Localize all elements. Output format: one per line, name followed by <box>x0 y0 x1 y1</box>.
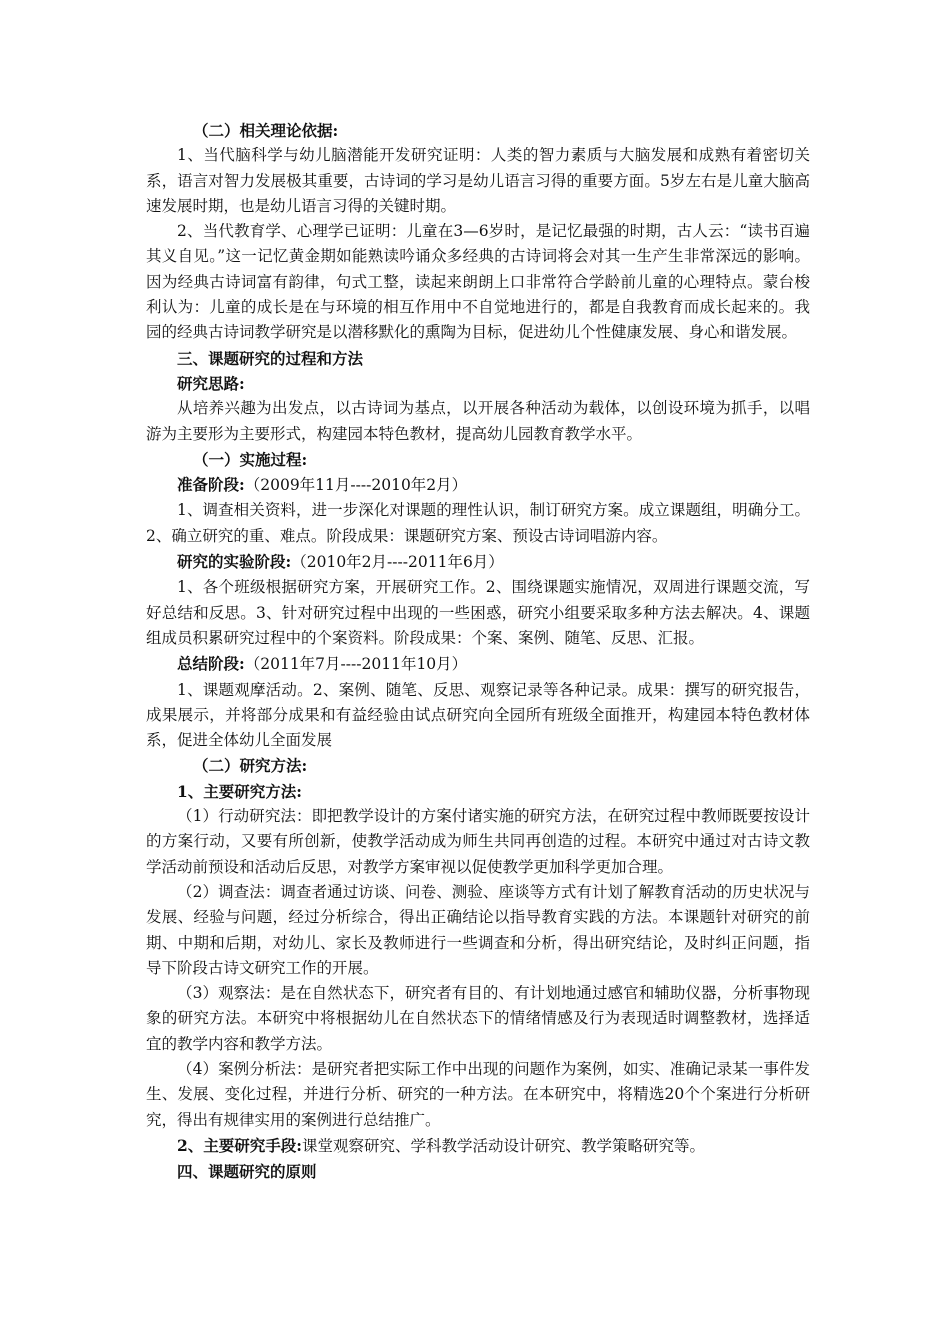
paragraph: 1、调查相关资料，进一步深化对课题的理性认识，制订研究方案。成立课题组，明确分工。2、确立研究的重、难点。阶段成果：课题研究方案、预设古诗词唱游内容。 <box>146 501 810 545</box>
paragraph <box>146 472 810 498</box>
paragraph: （二）研究方法: <box>193 756 308 776</box>
paragraph <box>146 549 810 575</box>
paragraph: （一）实施过程: <box>193 449 308 469</box>
paragraph: （4）案例分析法：是研究者把实际工作中出现的问题作为案例，如实、准确记录某一事件发生、发展、变化过程，并进行分析、研究的一种方法。在本研究中，将精选20个个案进行分析研究，得出有规律实用的案例进行总结推广。 <box>146 1059 810 1129</box>
paragraph: （二）相关理论依据: <box>193 121 339 140</box>
paragraph: 1、当代脑科学与幼儿脑潜能开发研究证明：人类的智力素质与大脑发展和成熟有着密切关系，语言对智力发展极其重要，古诗词的学习是幼儿语言习得的重要方面。5岁左右是儿童大脑高速发展时期，也是幼儿语言习得的关键时期。 <box>146 146 810 215</box>
document-body <box>146 118 810 1184</box>
paragraph-heading-run: 准备阶段: <box>177 475 245 495</box>
paragraph-text-run: （2009年11月----2010年2月） <box>244 476 468 495</box>
paragraph: （2）调查法：调查者通过访谈、问卷、测验、座谈等方式有计划了解教育活动的历史状况与发展、经验与问题，经过分析综合，得出正确结论以指导教育实践的方法。本课题针对研究的前期、中期和后期，对幼儿、家长及教师进行一些调查和分析，得出研究结论，及时纠正问题，指导下阶段古诗文研究工作的开展。 <box>146 882 810 977</box>
paragraph <box>146 651 810 677</box>
paragraph: （3）观察法：是在自然状态下，研究者有目的、有计划地通过感官和辅助仪器，分析事物现象的研究方法。本研究中将根据幼儿在自然状态下的情绪情感及行为表现适时调整教材，选择适宜的教学内容和教学方法。 <box>146 984 810 1053</box>
paragraph-heading-run: 2、主要研究手段: <box>177 1135 303 1155</box>
paragraph: 1、主要研究方法: <box>177 781 303 801</box>
paragraph <box>146 1133 810 1159</box>
paragraph: 1、各个班级根据研究方案，开展研究工作。2、围绕课题实施情况，双周进行课题交流，写好总结和反思。3、针对研究过程中出现的一些困惑，研究小组要采取多种方法去解决。4、课题组成员积累研究过程中的个案资料。阶段成果：个案、案例、随笔、反思、汇报。 <box>146 578 810 647</box>
paragraph-text-run: 课堂观察研究、学科教学活动设计研究、教学策略研究等。 <box>302 1136 706 1155</box>
paragraph: （1）行动研究法：即把教学设计的方案付诸实施的研究方法，在研究过程中教师既要按设计的方案行动，又要有所创新，使教学活动成为师生共同再创造的过程。本研究中通过对古诗文教学活动前预设和活动后反思，对教学方案审视以促使教学更加科学更加合理。 <box>146 807 810 876</box>
paragraph: 研究思路: <box>177 373 245 393</box>
paragraph-text-run: （2010年2月----2011年6月） <box>291 553 504 572</box>
paragraph-text-run: （2011年7月----2011年10月） <box>244 655 468 674</box>
paragraph-heading-run: 总结阶段: <box>177 654 245 674</box>
paragraph: 三、课题研究的过程和方法 <box>177 348 364 368</box>
paragraph: 四、课题研究的原则 <box>177 1162 317 1182</box>
paragraph-heading-run: 研究的实验阶段: <box>177 552 292 572</box>
paragraph: 1、课题观摩活动。2、案例、随笔、反思、观察记录等各种记录。成果：撰写的研究报告，成果展示，并将部分成果和有益经验由试点研究向全园所有班级全面推开，构建园本特色教材体系，促进全体幼儿全面发展 <box>146 680 810 750</box>
paragraph: 从培养兴趣为出发点，以古诗词为基点，以开展各种活动为载体，以创设环境为抓手，以唱游为主要形为主要形式，构建园本特色教材，提高幼儿园教育教学水平。 <box>146 399 810 443</box>
paragraph: 2、当代教育学、心理学已证明：儿童在3—6岁时，是记忆最强的时期，古人云：“读书百遍其义自见。”这一记忆黄金期如能熟读吟诵众多经典的古诗词将会对其一生产生非常深远的影响。因为经典古诗词富有韵律，句式工整，读起来朗朗上口非常符合学龄前儿童的心理特点。蒙台梭利认为：儿童的成长是在与环境的相互作用中不自觉地进行的，都是自我教育而成长起来的。我园的经典古诗词教学研究是以潜移默化的熏陶为目标，促进幼儿个性健康发展、身心和谐发展。 <box>146 222 810 342</box>
